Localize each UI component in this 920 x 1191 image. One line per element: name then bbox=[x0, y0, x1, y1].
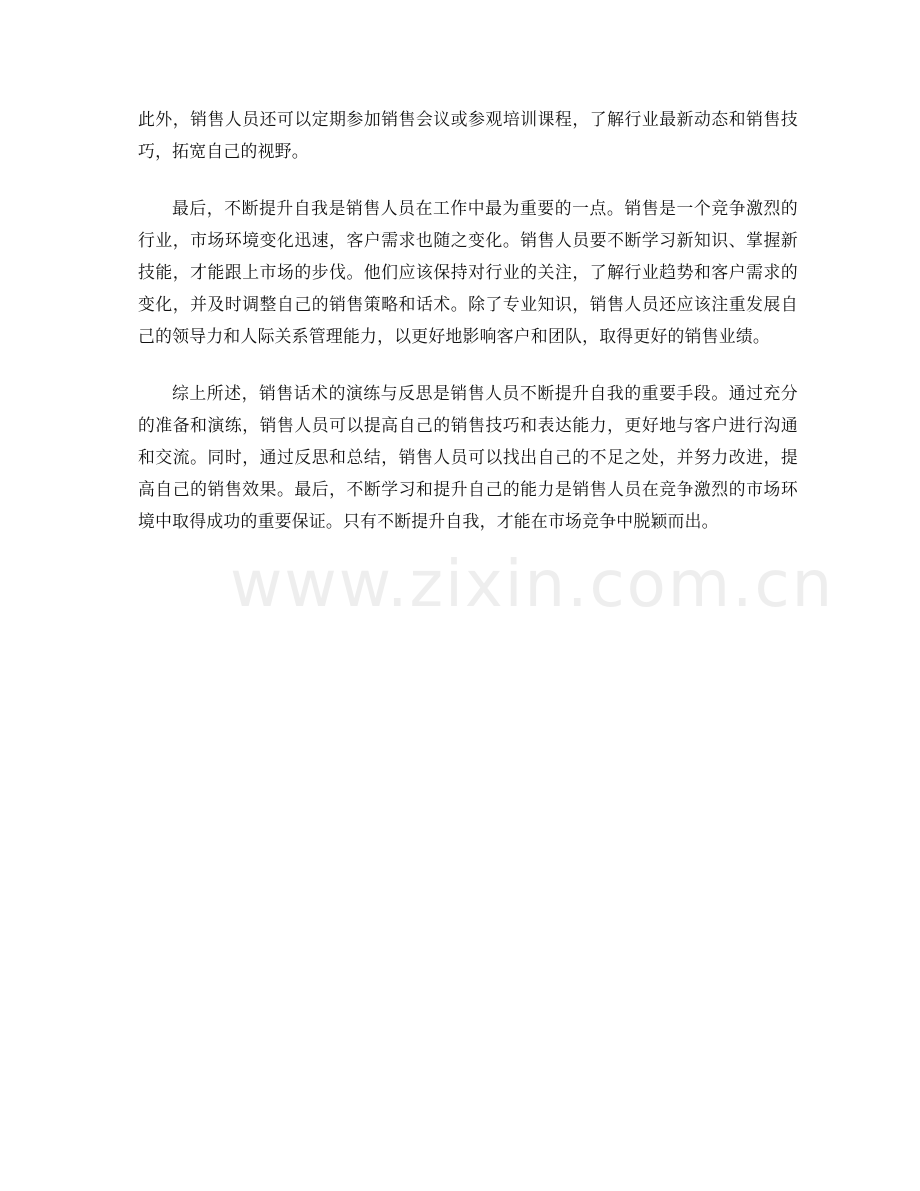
paragraph-continuation: 此外，销售人员还可以定期参加销售会议或参观培训课程，了解行业最新动态和销售技巧，拓宽自己的视野。 bbox=[138, 109, 798, 161]
paragraph-conclusion: 综上所述，销售话术的演练与反思是销售人员不断提升自我的重要手段。通过充分的准备和演练，销售人员可以提高自己的销售技巧和表达能力，更好地与客户进行沟通和交流。同时，通过反思和总结，销售人员可以找出自己的不足之处，并努力改进，提高自己的销售效果。最后，不断学习和提升自己的能力是销售人员在竞争激烈的市场环境中取得成功的重要保证。只有不断提升自我，才能在市场竞争中脱颖而出。 bbox=[138, 383, 798, 531]
document-body bbox=[138, 103, 798, 562]
watermark-text: www.zixin.com.cn bbox=[230, 548, 835, 622]
paragraph-self-improvement: 最后，不断提升自我是销售人员在工作中最为重要的一点。销售是一个竞争激烈的行业，市场环境变化迅速，客户需求也随之变化。销售人员要不断学习新知识、掌握新技能，才能跟上市场的步伐。他们应该保持对行业的关注，了解行业趋势和客户需求的变化，并及时调整自己的销售策略和话术。除了专业知识，销售人员还应该注重发展自己的领导力和人际关系管理能力，以更好地影响客户和团队，取得更好的销售业绩。 bbox=[138, 198, 798, 346]
